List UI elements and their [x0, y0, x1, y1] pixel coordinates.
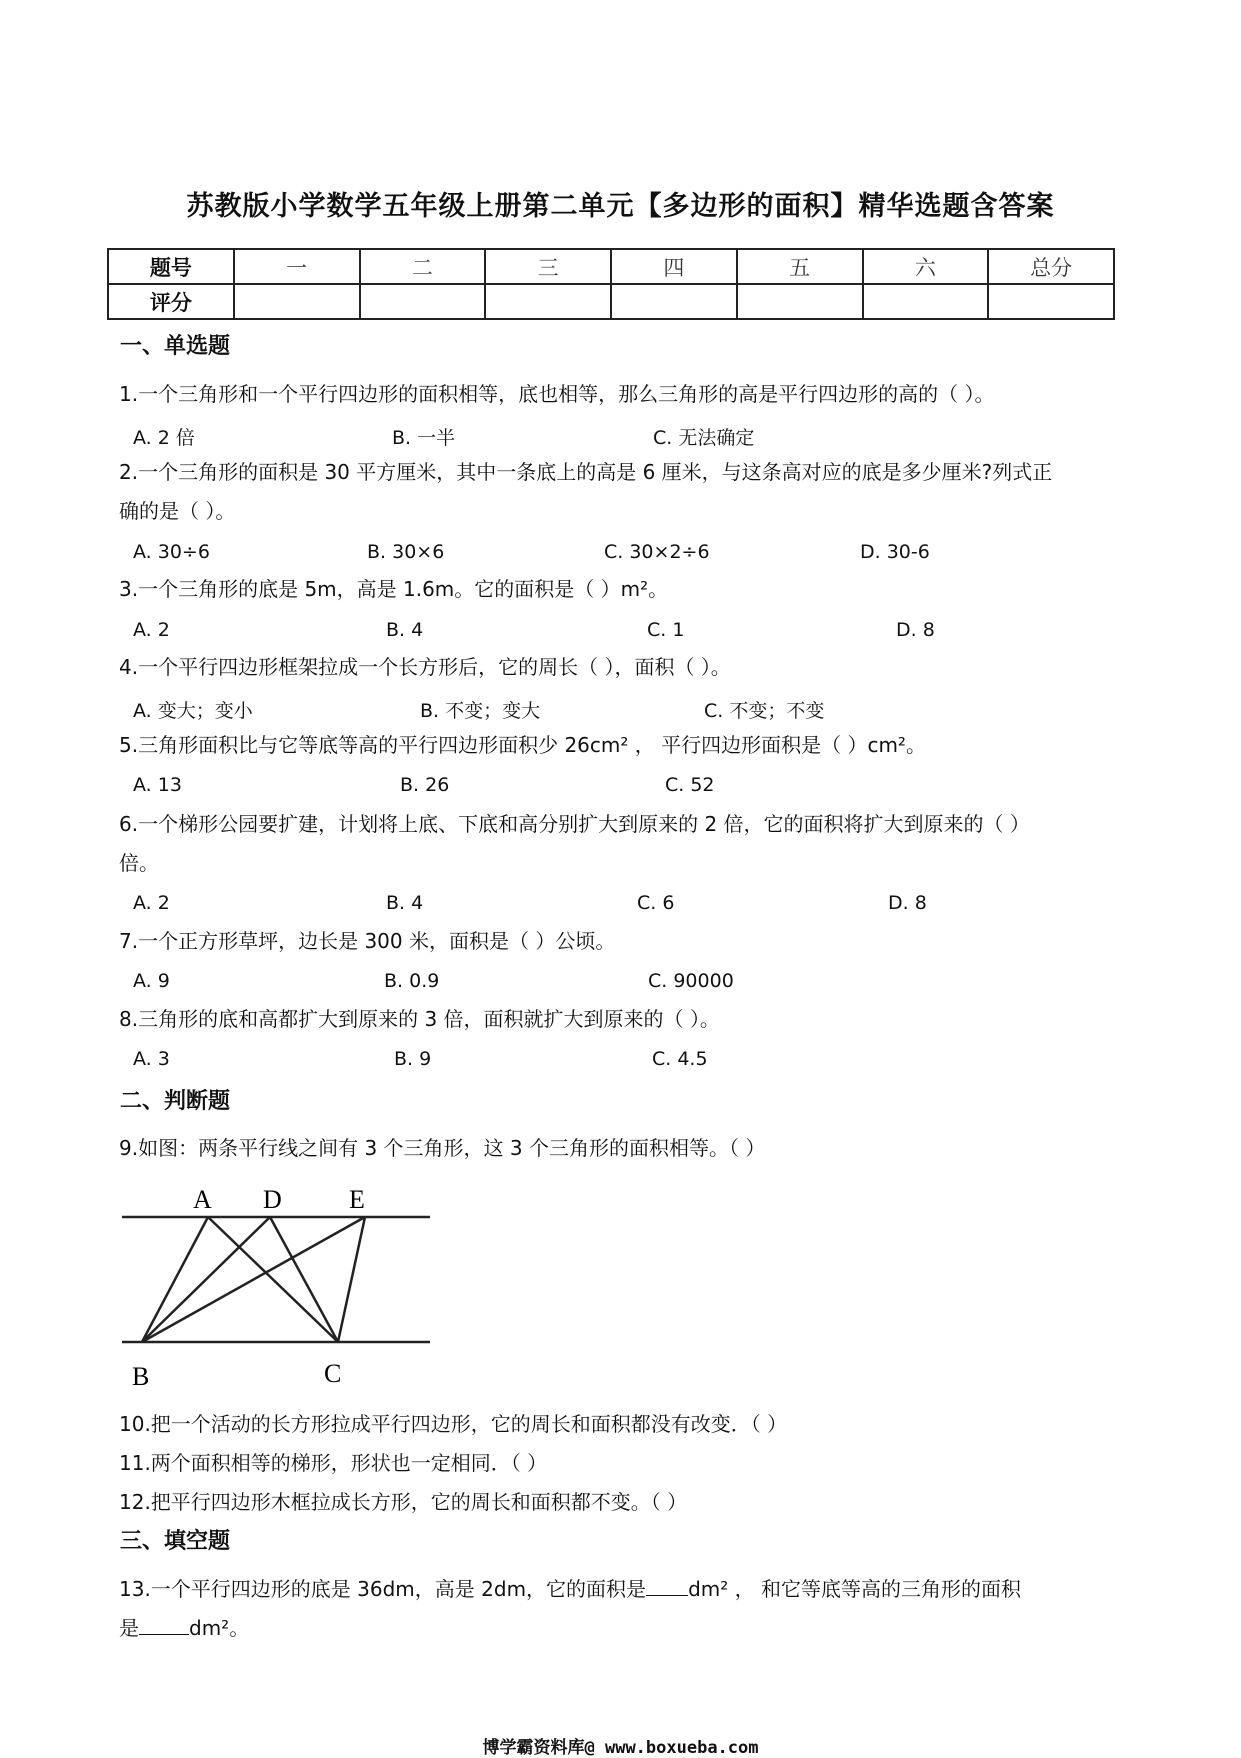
label-b: B: [132, 1362, 150, 1391]
page-title: 苏教版小学数学五年级上册第二单元【多边形的面积】精华选题含答案: [186, 191, 1055, 222]
question-2-line-2: 确的是（ ）。: [119, 499, 236, 523]
score-table-col: 五: [737, 249, 863, 284]
question-13-line-1: [119, 1569, 1129, 1609]
q1-option-b[interactable]: B. 一半: [392, 427, 456, 449]
score-table-col: 六: [863, 249, 989, 284]
question-10: 10.把一个活动的长方形拉成平行四边形，它的周长和面积都没有改变．（ ）: [119, 1412, 788, 1436]
score-cell[interactable]: [234, 284, 360, 319]
q1-option-a[interactable]: A. 2 倍: [133, 427, 195, 449]
q13-answer-blank-1[interactable]: [646, 1577, 688, 1596]
q7-option-a[interactable]: A. 9: [133, 970, 170, 992]
line-d-b: [142, 1217, 270, 1342]
question-9: 9.如图：两条平行线之间有 3 个三角形，这 3 个三角形的面积相等。（ ）: [119, 1136, 766, 1160]
q13-unit-1: dm² ， 和它等底等高的三角形的面积: [688, 1577, 1021, 1601]
score-table-score-label: 评分: [108, 284, 234, 319]
score-table-col: 三: [485, 249, 611, 284]
triangles-figure: [120, 1190, 440, 1395]
q5-option-a[interactable]: A. 13: [133, 774, 182, 796]
q4-option-a[interactable]: A. 变大；变小: [133, 700, 253, 722]
question-12: 12.把平行四边形木框拉成长方形，它的周长和面积都不变。（ ）: [119, 1490, 688, 1514]
score-table-score-row: [108, 284, 1114, 319]
question-1: 1.一个三角形和一个平行四边形的面积相等，底也相等，那么三角形的高是平行四边形的高的（ ）。: [119, 382, 995, 406]
label-d: D: [263, 1190, 282, 1214]
question-11: 11.两个面积相等的梯形，形状也一定相同．（ ）: [119, 1451, 548, 1475]
q2-option-a[interactable]: A. 30÷6: [133, 541, 210, 563]
q5-option-c[interactable]: C. 52: [665, 774, 715, 796]
q13-answer-blank-2[interactable]: [139, 1616, 189, 1635]
q7-option-b[interactable]: B. 0.9: [384, 970, 440, 992]
q13-unit-2: dm²。: [189, 1616, 250, 1640]
q7-option-c[interactable]: C. 90000: [648, 970, 734, 992]
q5-option-b[interactable]: B. 26: [400, 774, 450, 796]
q8-option-b[interactable]: B. 9: [394, 1048, 432, 1070]
question-3: 3.一个三角形的底是 5m，高是 1.6m。它的面积是（ ）m²。: [119, 577, 669, 601]
score-cell[interactable]: [863, 284, 989, 319]
q6-option-a[interactable]: A. 2: [133, 892, 170, 914]
q4-option-c[interactable]: C. 不变；不变: [704, 700, 825, 722]
q13-text-part-1: 13.一个平行四边形的底是 36dm，高是 2dm，它的面积是: [119, 1577, 647, 1601]
q2-option-d[interactable]: D. 30-6: [860, 541, 930, 563]
question-13-line-2: [119, 1608, 1129, 1648]
q2-option-b[interactable]: B. 30×6: [367, 541, 445, 563]
score-cell[interactable]: [611, 284, 737, 319]
footer-watermark: 博学霸资料库@ www.boxueba.com: [482, 1738, 759, 1758]
section-heading-true-false: 二、判断题: [120, 1089, 231, 1114]
label-a: A: [193, 1190, 212, 1214]
line-e-c: [338, 1217, 365, 1342]
q4-option-b[interactable]: B. 不变；变大: [420, 700, 541, 722]
q8-option-a[interactable]: A. 3: [133, 1048, 170, 1070]
question-4: 4.一个平行四边形框架拉成一个长方形后，它的周长（ ），面积（ ）。: [119, 655, 731, 679]
q1-option-c[interactable]: C. 无法确定: [653, 427, 755, 449]
question-6-line-2: 倍。: [119, 851, 159, 875]
triangles-figure-svg: [120, 1190, 440, 1395]
question-5: 5.三角形面积比与它等底等高的平行四边形面积少 26cm² ， 平行四边形面积是（ ）cm²。: [119, 733, 926, 757]
q6-option-b[interactable]: B. 4: [386, 892, 424, 914]
q3-option-b[interactable]: B. 4: [386, 619, 424, 641]
score-table-col: 总分: [988, 249, 1114, 284]
q3-option-a[interactable]: A. 2: [133, 619, 170, 641]
question-7: 7.一个正方形草坪，边长是 300 米，面积是（ ）公顷。: [119, 929, 616, 953]
q6-option-d[interactable]: D. 8: [888, 892, 927, 914]
score-cell[interactable]: [485, 284, 611, 319]
q6-option-c[interactable]: C. 6: [637, 892, 675, 914]
question-8: 8.三角形的底和高都扩大到原来的 3 倍，面积就扩大到原来的（ ）。: [119, 1007, 720, 1031]
score-table: [107, 248, 1115, 320]
label-c: C: [324, 1359, 342, 1388]
question-2-line-1: 2.一个三角形的面积是 30 平方厘米，其中一条底上的高是 6 厘米，与这条高对应的底是多少厘米?列式正: [119, 460, 1053, 484]
q2-option-c[interactable]: C. 30×2÷6: [604, 541, 710, 563]
q3-option-d[interactable]: D. 8: [896, 619, 935, 641]
score-table-col: 一: [234, 249, 360, 284]
section-heading-single-choice: 一、单选题: [120, 334, 231, 359]
score-cell[interactable]: [988, 284, 1114, 319]
score-table-header-label: 题号: [108, 249, 234, 284]
score-table-header-row: [108, 249, 1114, 284]
label-e: E: [349, 1190, 365, 1214]
q13-text-part-2: 是: [119, 1616, 139, 1640]
question-6-line-1: 6.一个梯形公园要扩建，计划将上底、下底和高分别扩大到原来的 2 倍，它的面积将扩大到原来的（ ）: [119, 812, 1030, 836]
line-a-c: [208, 1217, 338, 1342]
score-table-col: 二: [360, 249, 486, 284]
line-d-c: [270, 1217, 338, 1342]
score-table-col: 四: [611, 249, 737, 284]
score-cell[interactable]: [360, 284, 486, 319]
q8-option-c[interactable]: C. 4.5: [652, 1048, 708, 1070]
section-heading-fill-in: 三、填空题: [120, 1529, 231, 1554]
score-cell[interactable]: [737, 284, 863, 319]
q3-option-c[interactable]: C. 1: [647, 619, 685, 641]
